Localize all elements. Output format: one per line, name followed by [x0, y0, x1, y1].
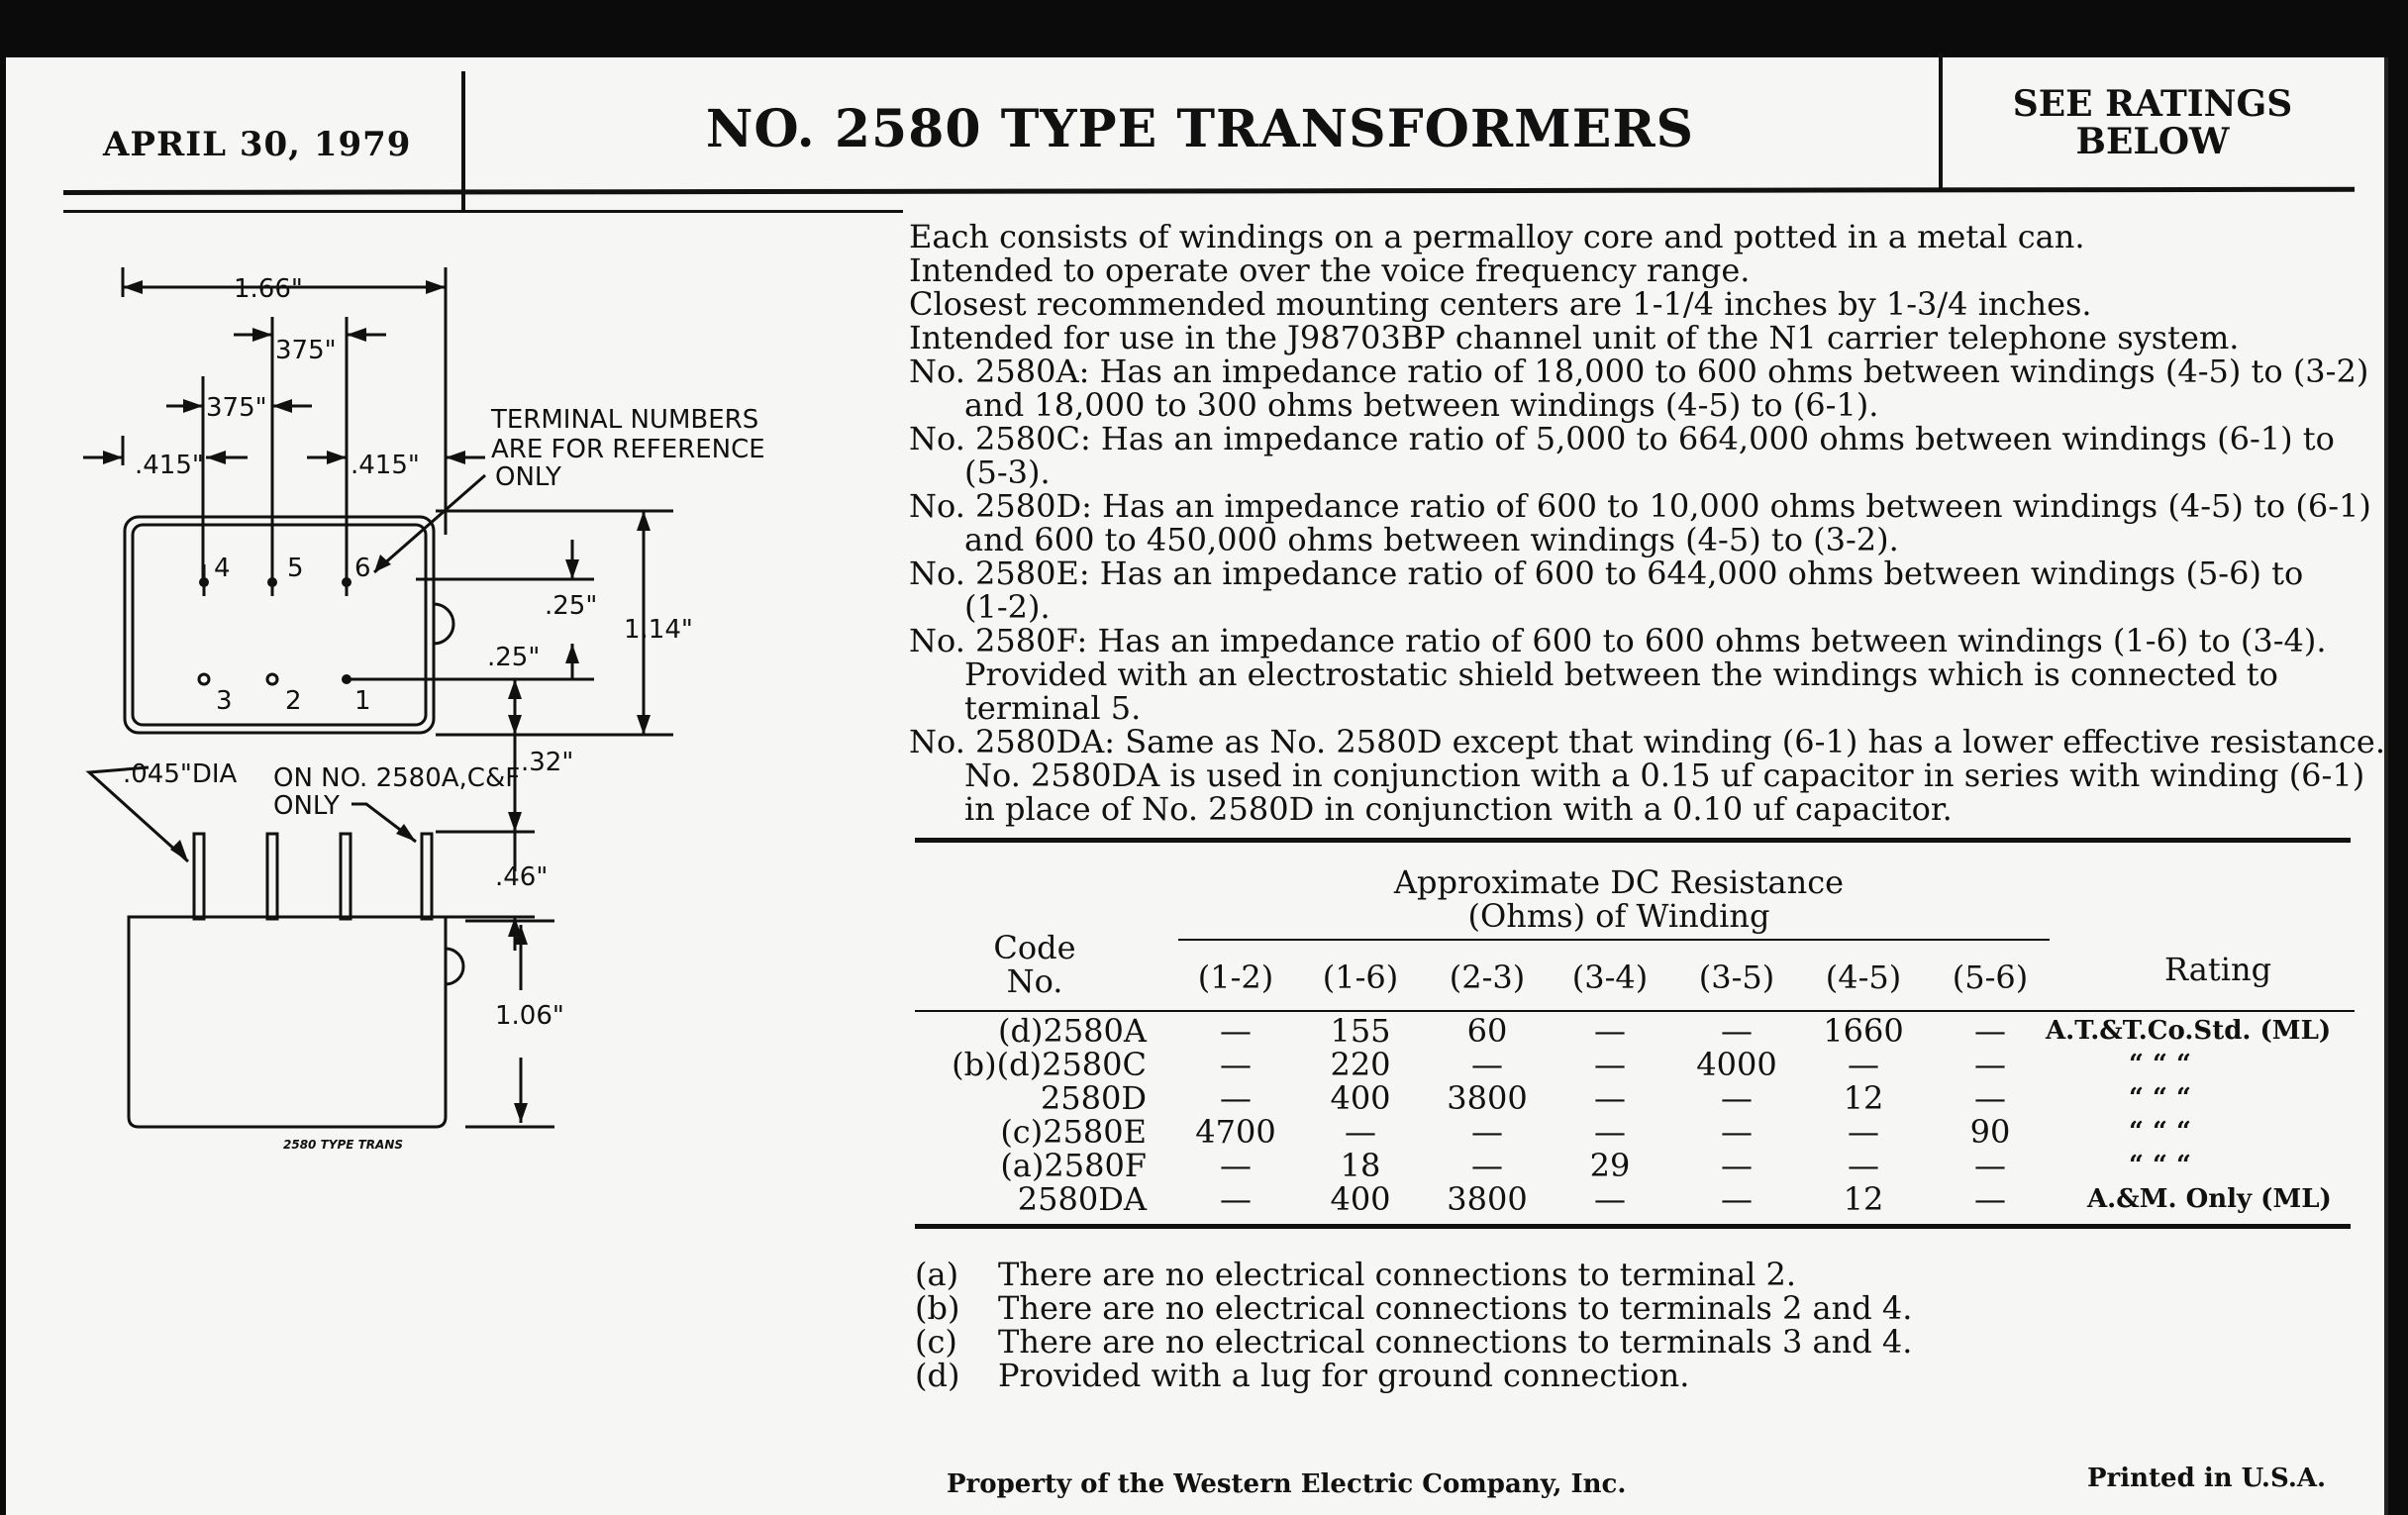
footnote-a: [915, 1258, 1912, 1291]
desc-line: Intended to operate over the voice frequency range.: [909, 252, 1751, 289]
footer-property-note: Property of the Western Electric Company, Inc.: [947, 1469, 1627, 1499]
pin-diameter-label: .045"DIA: [123, 759, 238, 789]
table-cell: —: [1220, 1147, 1252, 1184]
footnote-text: There are no electrical connections to terminal 2.: [998, 1256, 1797, 1293]
terminal-3-label: 3: [216, 686, 233, 716]
table-cell: 3800: [1447, 1079, 1528, 1117]
footer-printed-note: Printed in U.S.A.: [2087, 1464, 2327, 1493]
table-row-code: 2580D: [1040, 1079, 1147, 1117]
desc-2580f-line-2: Provided with an electrostatic shield between the windings which is connected to: [964, 656, 2278, 693]
table-cell: —: [1345, 1113, 1376, 1151]
code-header-line-2: No.: [1006, 962, 1063, 1000]
table-cell: —: [1471, 1113, 1503, 1151]
table-cell: 3800: [1447, 1180, 1528, 1218]
table-cell: 1660: [1823, 1012, 1904, 1050]
resistance-group-header: [1267, 865, 1970, 933]
page-title: NO. 2580 TYPE TRANSFORMERS: [705, 99, 1695, 159]
table-cell: 155: [1330, 1012, 1391, 1050]
desc-line: Each consists of windings on a permalloy core and potted in a metal can.: [909, 218, 2085, 255]
header-date: APRIL 30, 1979: [103, 125, 412, 164]
dim-375-left-label: 375": [206, 393, 267, 423]
column-header: (3-4): [1571, 959, 1649, 996]
table-row-rating: A.T.&T.Co.Std. (ML): [2046, 1016, 2332, 1046]
header-rating-note: [1945, 85, 2360, 160]
desc-2580d-line-2: and 600 to 450,000 ohms between windings (4-5) to (3-2).: [964, 521, 1899, 558]
table-cell: —: [1721, 1079, 1753, 1117]
footnote-text: Provided with a lug for ground connection.: [998, 1357, 1690, 1394]
table-cell: —: [1594, 1012, 1626, 1050]
desc-2580c-line-1: No. 2580C: Has an impedance ratio of 5,000 to 664,000 ohms between windings (6-1) to: [909, 420, 2335, 457]
dim-106-label: 1.06": [495, 1001, 564, 1031]
description-block: [909, 218, 2385, 828]
drawing-caption: 2580 TYPE TRANS: [283, 1138, 404, 1152]
dim-width-label: 1.66": [234, 274, 303, 304]
terminal-note-line-1: TERMINAL NUMBERS: [491, 405, 759, 435]
table-top-rule: [915, 838, 2351, 843]
footnote-d: [915, 1359, 1912, 1392]
terminal-6-label: 6: [354, 554, 371, 583]
column-header: (1-2): [1197, 959, 1274, 996]
column-header: (4-5): [1825, 959, 1902, 996]
footnotes: [915, 1258, 1912, 1392]
dim-375-top-label: 375": [275, 336, 337, 365]
table-cell: —: [1594, 1180, 1626, 1218]
dim-25-b-label: .25": [487, 643, 541, 672]
terminal-5-label: 5: [287, 554, 304, 583]
header-divider-right: [1939, 53, 1943, 192]
table-cell: 400: [1330, 1079, 1391, 1117]
table-cell: —: [1594, 1046, 1626, 1083]
terminal-1-label: 1: [354, 686, 371, 716]
footnote-c: [915, 1325, 1912, 1359]
desc-2580e-line-2: (1-2).: [964, 588, 1051, 626]
table-cell: 12: [1843, 1180, 1884, 1218]
desc-line: Closest recommended mounting centers are 1-1/4 inches by 1-3/4 inches.: [909, 285, 2092, 323]
resistance-header-line-1: Approximate DC Resistance: [1393, 863, 1845, 901]
table-cell: —: [1721, 1147, 1753, 1184]
table-row-rating: “ “ “: [2129, 1151, 2191, 1180]
header-rating-line-2: BELOW: [2075, 121, 2230, 162]
dim-415-right-label: .415": [351, 451, 420, 480]
table-cell: —: [1721, 1113, 1753, 1151]
table-bottom-rule: [915, 1224, 2351, 1229]
footnote-tag: (a): [915, 1256, 959, 1293]
table-row-rating: “ “ “: [2129, 1083, 2191, 1113]
table-cell: —: [1974, 1079, 2006, 1117]
desc-line: Intended for use in the J98703BP channel unit of the N1 carrier telephone system.: [909, 319, 2240, 356]
table-cell: —: [1848, 1147, 1879, 1184]
transformer-outline-drawing: [59, 248, 832, 1178]
resistance-header-line-2: (Ohms) of Winding: [1467, 897, 1770, 935]
table-row-code: 2580DA: [1017, 1180, 1147, 1218]
footnote-tag: (c): [915, 1323, 957, 1361]
table-row-code: (d)2580A: [998, 1012, 1147, 1050]
table-cell: 29: [1589, 1147, 1631, 1184]
header-rating-line-1: SEE RATINGS: [2012, 83, 2293, 125]
dim-415-left-label: .415": [135, 451, 204, 480]
table-cell: —: [1594, 1113, 1626, 1151]
table-cell: —: [1974, 1180, 2006, 1218]
column-header: (2-3): [1449, 959, 1526, 996]
code-header: [980, 931, 1089, 998]
table-cell: —: [1220, 1180, 1252, 1218]
table-cell: 12: [1843, 1079, 1884, 1117]
terminal-note-line-3: ONLY: [495, 462, 561, 492]
column-header: (1-6): [1322, 959, 1399, 996]
table-cell: —: [1721, 1012, 1753, 1050]
footnote-b: [915, 1291, 1912, 1325]
pin-note-line-2: ONLY: [273, 791, 340, 821]
footnote-tag: (b): [915, 1289, 960, 1327]
dim-114-label: 1.14": [624, 615, 693, 645]
table-cell: —: [1974, 1012, 2006, 1050]
desc-2580a-line-2: and 18,000 to 300 ohms between windings (4-5) to (6-1).: [964, 386, 1879, 424]
drawing-top-rule: [63, 210, 903, 213]
table-cell: 400: [1330, 1180, 1391, 1218]
table-cell: —: [1848, 1046, 1879, 1083]
table-row-code: (a)2580F: [1000, 1147, 1147, 1184]
table-cell: 60: [1466, 1012, 1508, 1050]
desc-2580f-line-1: No. 2580F: Has an impedance ratio of 600 to 600 ohms between windings (1-6) to (3-4).: [909, 622, 2327, 659]
rating-header: Rating: [2163, 951, 2272, 988]
terminal-note-line-2: ARE FOR REFERENCE: [491, 435, 765, 464]
dim-32-label: .32": [521, 748, 574, 777]
desc-2580da-line-3: in place of No. 2580D in conjunction with a 0.10 uf capacitor.: [964, 790, 1953, 828]
desc-2580da-line-2: No. 2580DA is used in conjunction with a 0.15 uf capacitor in series with winding (6-1): [964, 757, 2365, 794]
column-header: (5-6): [1952, 959, 2029, 996]
table-cell: —: [1220, 1046, 1252, 1083]
footnote-tag: (d): [915, 1357, 960, 1394]
table-row-code: (b)(d)2580C: [952, 1046, 1147, 1083]
table-cell: —: [1471, 1046, 1503, 1083]
table-cell: 4000: [1696, 1046, 1777, 1083]
desc-2580d-line-1: No. 2580D: Has an impedance ratio of 600 to 10,000 ohms between windings (4-5) to (6-1): [909, 487, 2371, 525]
table-cell: 4700: [1195, 1113, 1276, 1151]
dim-46-label: .46": [495, 862, 549, 892]
table-cell: —: [1471, 1147, 1503, 1184]
footnote-text: There are no electrical connections to terminals 3 and 4.: [998, 1323, 1913, 1361]
desc-2580da-line-1: No. 2580DA: Same as No. 2580D except that winding (6-1) has a lower effective resistance.: [909, 723, 2385, 760]
dim-25-a-label: .25": [545, 591, 598, 621]
table-cell: —: [1594, 1079, 1626, 1117]
column-header: (3-5): [1698, 959, 1775, 996]
terminal-4-label: 4: [214, 554, 231, 583]
table-cell: 90: [1969, 1113, 2011, 1151]
table-cell: 18: [1340, 1147, 1381, 1184]
table-cell: —: [1220, 1012, 1252, 1050]
table-cell: —: [1974, 1147, 2006, 1184]
desc-2580a-line-1: No. 2580A: Has an impedance ratio of 18,000 to 600 ohms between windings (4-5) to (3-2): [909, 353, 2369, 390]
table-cell: —: [1974, 1046, 2006, 1083]
table-row-rating: “ “ “: [2129, 1050, 2191, 1079]
table-cell: —: [1848, 1113, 1879, 1151]
terminal-2-label: 2: [285, 686, 302, 716]
table-cell: —: [1220, 1079, 1252, 1117]
desc-2580f-line-3: terminal 5.: [964, 689, 1142, 727]
table-cell: —: [1721, 1180, 1753, 1218]
table-cell: 220: [1330, 1046, 1391, 1083]
table-row-rating: A.&M. Only (ML): [2087, 1184, 2332, 1214]
table-row-rating: “ “ “: [2129, 1117, 2191, 1147]
pin-note-line-1: ON NO. 2580A,C&F: [273, 763, 521, 793]
resistance-group-rule: [1178, 939, 2050, 941]
desc-2580c-line-2: (5-3).: [964, 454, 1051, 491]
table-row-code: (c)2580E: [1000, 1113, 1147, 1151]
footnote-text: There are no electrical connections to terminals 2 and 4.: [998, 1289, 1913, 1327]
code-header-line-1: Code: [993, 929, 1076, 966]
desc-2580e-line-1: No. 2580E: Has an impedance ratio of 600 to 644,000 ohms between windings (5-6) to: [909, 555, 2304, 592]
